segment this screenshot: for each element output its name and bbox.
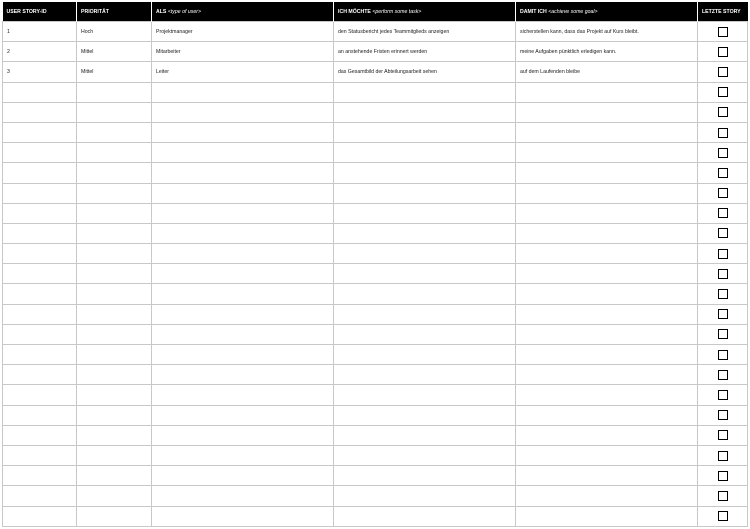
cell-id[interactable]: 3 <box>3 62 77 82</box>
last-story-checkbox[interactable] <box>718 168 728 178</box>
cell-as[interactable] <box>152 324 334 344</box>
cell-id[interactable] <box>3 244 77 264</box>
cell-id[interactable] <box>3 385 77 405</box>
cell-priority[interactable] <box>77 445 152 465</box>
cell-id[interactable] <box>3 102 77 122</box>
cell-want[interactable] <box>334 385 516 405</box>
cell-want[interactable] <box>334 122 516 142</box>
cell-id[interactable] <box>3 304 77 324</box>
cell-as[interactable] <box>152 203 334 223</box>
cell-last-story <box>698 486 748 506</box>
cell-id[interactable] <box>3 284 77 304</box>
cell-priority[interactable] <box>77 486 152 506</box>
cell-last-story <box>698 365 748 385</box>
empty-table-row <box>3 345 748 365</box>
empty-table-row <box>3 203 748 223</box>
cell-priority[interactable] <box>77 284 152 304</box>
cell-id[interactable] <box>3 486 77 506</box>
cell-last-story <box>698 264 748 284</box>
cell-id[interactable] <box>3 425 77 445</box>
cell-as[interactable] <box>152 102 334 122</box>
cell-id[interactable] <box>3 143 77 163</box>
cell-last-story <box>698 22 748 42</box>
cell-want[interactable] <box>334 143 516 163</box>
cell-last-story <box>698 506 748 526</box>
cell-last-story <box>698 122 748 142</box>
cell-priority[interactable] <box>77 304 152 324</box>
cell-as[interactable] <box>152 183 334 203</box>
cell-as[interactable] <box>152 82 334 102</box>
cell-last-story <box>698 324 748 344</box>
last-story-checkbox[interactable] <box>718 309 728 319</box>
table-row <box>3 22 748 42</box>
cell-want[interactable] <box>334 264 516 284</box>
cell-so[interactable] <box>516 405 698 425</box>
cell-priority[interactable] <box>77 405 152 425</box>
cell-id[interactable] <box>3 122 77 142</box>
last-story-checkbox[interactable] <box>718 511 728 521</box>
last-story-checkbox[interactable] <box>718 370 728 380</box>
empty-table-row <box>3 102 748 122</box>
empty-table-row <box>3 385 748 405</box>
cell-so[interactable] <box>516 365 698 385</box>
cell-want[interactable] <box>334 466 516 486</box>
cell-so[interactable] <box>516 143 698 163</box>
empty-table-row <box>3 264 748 284</box>
cell-priority[interactable]: Mittel <box>77 42 152 62</box>
cell-id[interactable] <box>3 183 77 203</box>
cell-priority[interactable] <box>77 203 152 223</box>
empty-table-row <box>3 223 748 243</box>
cell-want[interactable] <box>334 506 516 526</box>
cell-priority[interactable] <box>77 264 152 284</box>
cell-want[interactable] <box>334 183 516 203</box>
empty-table-row <box>3 324 748 344</box>
cell-want[interactable] <box>334 223 516 243</box>
cell-so[interactable] <box>516 122 698 142</box>
cell-last-story <box>698 102 748 122</box>
last-story-checkbox[interactable] <box>718 128 728 138</box>
cell-as[interactable] <box>152 425 334 445</box>
cell-id[interactable] <box>3 345 77 365</box>
cell-as[interactable]: Projektmanager <box>152 22 334 42</box>
last-story-checkbox[interactable] <box>718 107 728 117</box>
cell-as[interactable]: Leiter <box>152 62 334 82</box>
cell-priority[interactable] <box>77 143 152 163</box>
cell-last-story <box>698 203 748 223</box>
cell-want[interactable] <box>334 244 516 264</box>
empty-table-row <box>3 122 748 142</box>
cell-last-story <box>698 405 748 425</box>
cell-priority[interactable]: Hoch <box>77 22 152 42</box>
last-story-checkbox[interactable] <box>718 67 728 77</box>
last-story-checkbox[interactable] <box>718 350 728 360</box>
cell-want[interactable] <box>334 284 516 304</box>
cell-id[interactable]: 2 <box>3 42 77 62</box>
cell-id[interactable] <box>3 405 77 425</box>
header-row <box>3 2 748 22</box>
cell-priority[interactable] <box>77 425 152 445</box>
cell-id[interactable] <box>3 324 77 344</box>
cell-want[interactable] <box>334 486 516 506</box>
cell-priority[interactable] <box>77 466 152 486</box>
cell-want[interactable] <box>334 102 516 122</box>
cell-so[interactable] <box>516 345 698 365</box>
cell-last-story <box>698 163 748 183</box>
cell-last-story <box>698 284 748 304</box>
cell-want[interactable]: an anstehende Fristen erinnert werden <box>334 42 516 62</box>
empty-table-row <box>3 163 748 183</box>
empty-table-row <box>3 304 748 324</box>
header-so: DAMIT ICH <achieve some goal> <box>516 2 698 22</box>
cell-id[interactable]: 1 <box>3 22 77 42</box>
cell-so[interactable]: sicherstellen kann, dass das Projekt auf Kurs bleibt. <box>516 22 698 42</box>
cell-last-story <box>698 183 748 203</box>
empty-table-row <box>3 244 748 264</box>
cell-as[interactable] <box>152 486 334 506</box>
last-story-checkbox[interactable] <box>718 269 728 279</box>
header-priority: PRIORITÄT <box>77 2 152 22</box>
empty-table-row <box>3 405 748 425</box>
cell-priority[interactable] <box>77 365 152 385</box>
cell-id[interactable] <box>3 82 77 102</box>
cell-want[interactable] <box>334 203 516 223</box>
table-row <box>3 62 748 82</box>
cell-want[interactable]: den Statusbericht jedes Teammitglieds anzeigen <box>334 22 516 42</box>
last-story-checkbox[interactable] <box>718 148 728 158</box>
cell-as[interactable] <box>152 122 334 142</box>
cell-as[interactable] <box>152 264 334 284</box>
cell-as[interactable]: Mitarbeiter <box>152 42 334 62</box>
cell-last-story <box>698 385 748 405</box>
cell-priority[interactable] <box>77 163 152 183</box>
cell-last-story <box>698 445 748 465</box>
cell-want[interactable] <box>334 425 516 445</box>
cell-so[interactable] <box>516 506 698 526</box>
cell-so[interactable] <box>516 385 698 405</box>
cell-last-story <box>698 82 748 102</box>
last-story-checkbox[interactable] <box>718 47 728 57</box>
cell-id[interactable] <box>3 445 77 465</box>
cell-priority[interactable] <box>77 506 152 526</box>
cell-so[interactable] <box>516 425 698 445</box>
header-as-hint: <type of user> <box>167 8 201 15</box>
user-story-sheet <box>2 2 747 527</box>
last-story-checkbox[interactable] <box>718 329 728 339</box>
cell-last-story <box>698 42 748 62</box>
cell-last-story <box>698 62 748 82</box>
empty-table-row <box>3 486 748 506</box>
cell-want[interactable] <box>334 445 516 465</box>
cell-as[interactable] <box>152 163 334 183</box>
cell-so[interactable] <box>516 102 698 122</box>
cell-so[interactable] <box>516 82 698 102</box>
cell-as[interactable] <box>152 223 334 243</box>
cell-last-story <box>698 345 748 365</box>
empty-table-row <box>3 506 748 526</box>
last-story-checkbox[interactable] <box>718 208 728 218</box>
header-last-story: LETZTE STORY <box>698 2 748 22</box>
header-as: ALS <type of user> <box>152 2 334 22</box>
cell-want[interactable]: das Gesamtbild der Abteilungsarbeit sehen <box>334 62 516 82</box>
last-story-checkbox[interactable] <box>718 87 728 97</box>
empty-table-row <box>3 365 748 385</box>
last-story-checkbox[interactable] <box>718 289 728 299</box>
cell-priority[interactable] <box>77 223 152 243</box>
cell-want[interactable] <box>334 163 516 183</box>
cell-so[interactable] <box>516 284 698 304</box>
cell-priority[interactable] <box>77 122 152 142</box>
cell-priority[interactable]: Mittel <box>77 62 152 82</box>
cell-id[interactable] <box>3 203 77 223</box>
table-row <box>3 42 748 62</box>
last-story-checkbox[interactable] <box>718 471 728 481</box>
cell-so[interactable] <box>516 304 698 324</box>
cell-as[interactable] <box>152 345 334 365</box>
cell-so[interactable]: meine Aufgaben pünktlich erledigen kann. <box>516 42 698 62</box>
last-story-checkbox[interactable] <box>718 188 728 198</box>
cell-so[interactable] <box>516 466 698 486</box>
cell-last-story <box>698 425 748 445</box>
cell-as[interactable] <box>152 385 334 405</box>
header-want-hint: <perform some task> <box>372 8 422 15</box>
cell-priority[interactable] <box>77 183 152 203</box>
cell-as[interactable] <box>152 244 334 264</box>
cell-id[interactable] <box>3 506 77 526</box>
last-story-checkbox[interactable] <box>718 410 728 420</box>
last-story-checkbox[interactable] <box>718 228 728 238</box>
cell-as[interactable] <box>152 143 334 163</box>
cell-last-story <box>698 223 748 243</box>
cell-last-story <box>698 143 748 163</box>
empty-table-row <box>3 82 748 102</box>
cell-want[interactable] <box>334 345 516 365</box>
cell-last-story <box>698 244 748 264</box>
cell-so[interactable] <box>516 486 698 506</box>
cell-so[interactable] <box>516 324 698 344</box>
empty-table-row <box>3 425 748 445</box>
cell-id[interactable] <box>3 223 77 243</box>
empty-table-row <box>3 143 748 163</box>
cell-as[interactable] <box>152 405 334 425</box>
cell-priority[interactable] <box>77 244 152 264</box>
cell-as[interactable] <box>152 466 334 486</box>
cell-priority[interactable] <box>77 345 152 365</box>
user-story-table <box>2 2 748 527</box>
last-story-checkbox[interactable] <box>718 430 728 440</box>
last-story-checkbox[interactable] <box>718 27 728 37</box>
cell-so[interactable] <box>516 264 698 284</box>
empty-table-row <box>3 284 748 304</box>
last-story-checkbox[interactable] <box>718 491 728 501</box>
header-so-hint: <achieve some goal> <box>548 8 598 15</box>
cell-last-story <box>698 466 748 486</box>
cell-want[interactable] <box>334 405 516 425</box>
cell-want[interactable] <box>334 365 516 385</box>
header-want: ICH MÖCHTE <perform some task> <box>334 2 516 22</box>
cell-so[interactable] <box>516 223 698 243</box>
cell-as[interactable] <box>152 284 334 304</box>
empty-table-row <box>3 445 748 465</box>
cell-so[interactable] <box>516 163 698 183</box>
cell-want[interactable] <box>334 82 516 102</box>
cell-as[interactable] <box>152 304 334 324</box>
empty-table-row <box>3 183 748 203</box>
cell-want[interactable] <box>334 324 516 344</box>
cell-so[interactable] <box>516 244 698 264</box>
last-story-checkbox[interactable] <box>718 249 728 259</box>
last-story-checkbox[interactable] <box>718 390 728 400</box>
cell-as[interactable] <box>152 445 334 465</box>
cell-priority[interactable] <box>77 102 152 122</box>
cell-as[interactable] <box>152 506 334 526</box>
header-user-story-id: USER STORY-ID <box>3 2 77 22</box>
cell-so[interactable] <box>516 445 698 465</box>
cell-id[interactable] <box>3 264 77 284</box>
cell-priority[interactable] <box>77 82 152 102</box>
last-story-checkbox[interactable] <box>718 451 728 461</box>
cell-id[interactable] <box>3 365 77 385</box>
empty-table-row <box>3 466 748 486</box>
cell-want[interactable] <box>334 304 516 324</box>
cell-so[interactable] <box>516 203 698 223</box>
cell-id[interactable] <box>3 466 77 486</box>
cell-last-story <box>698 304 748 324</box>
cell-as[interactable] <box>152 365 334 385</box>
cell-id[interactable] <box>3 163 77 183</box>
cell-priority[interactable] <box>77 385 152 405</box>
table-body <box>3 22 748 527</box>
cell-priority[interactable] <box>77 324 152 344</box>
cell-so[interactable]: auf dem Laufenden bleibe <box>516 62 698 82</box>
cell-so[interactable] <box>516 183 698 203</box>
